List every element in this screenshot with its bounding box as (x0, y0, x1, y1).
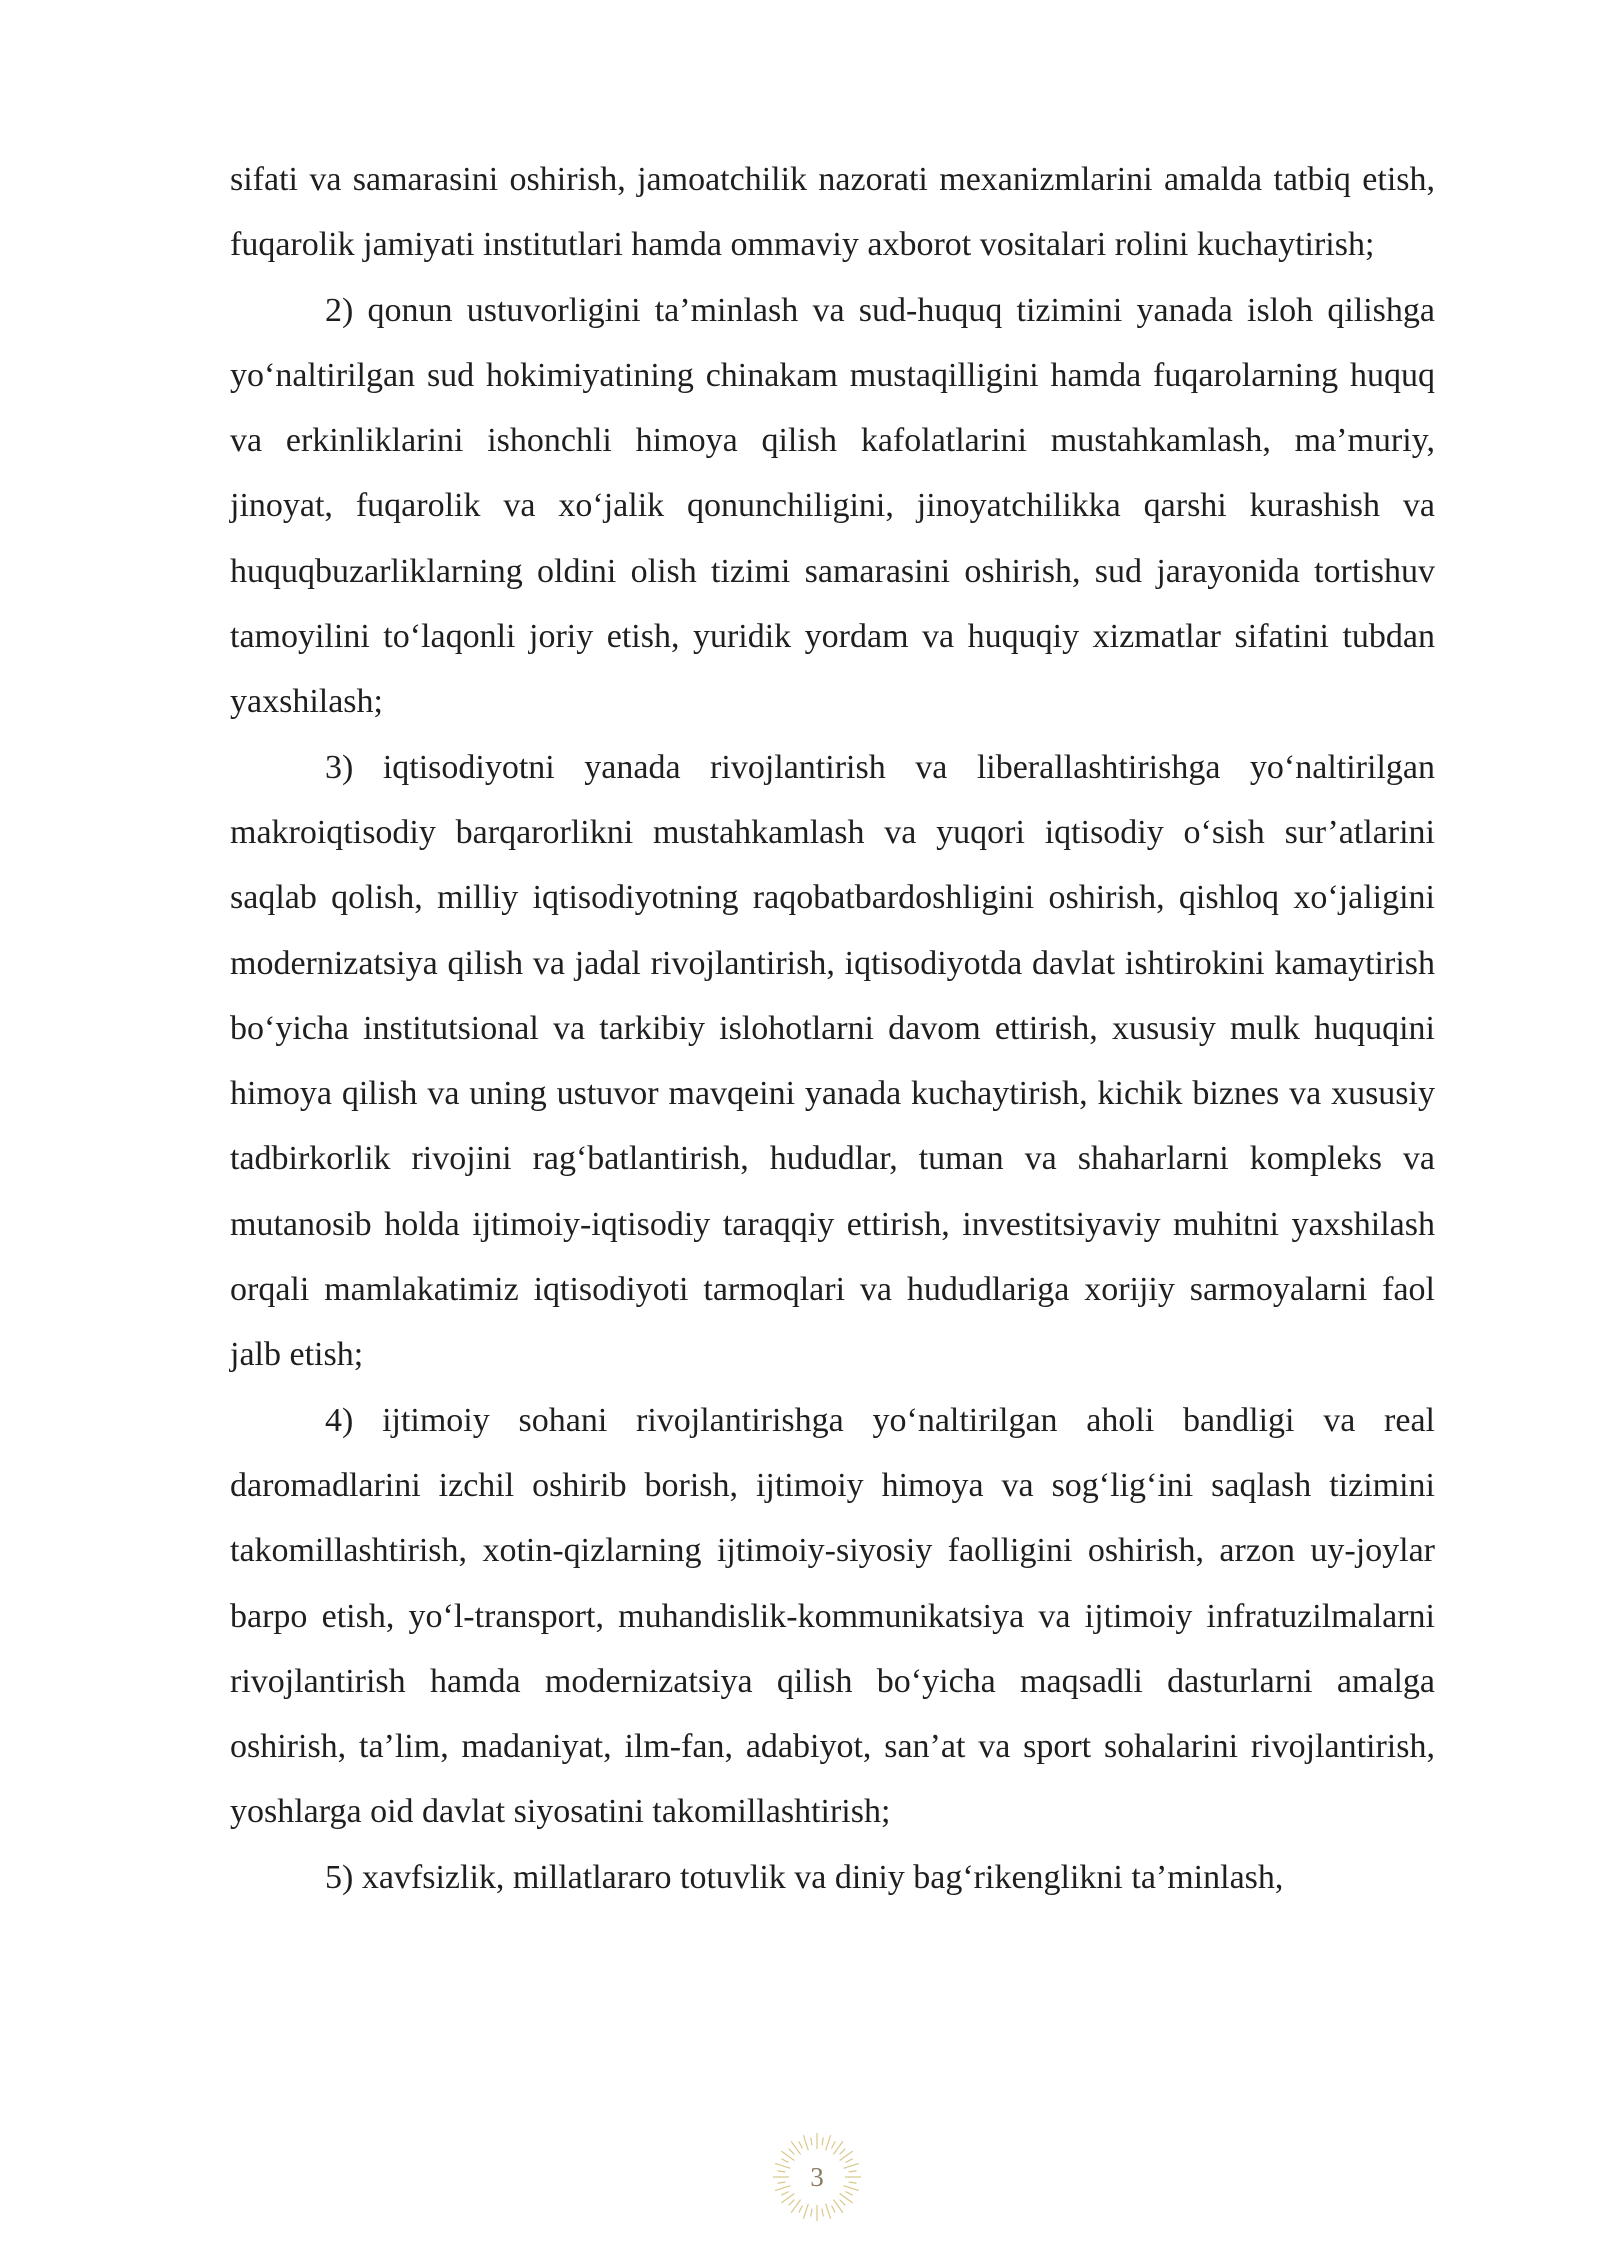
paragraph-continuation: sifati va samarasini oshirish, jamoatchilik nazorati mexanizmlarini amalda tatbiq etish, fuqarolik jamiyati institutlari hamda ommaviy axborot vositalari rolini kuchaytirish; (230, 161, 1435, 264)
paragraph-item-4: 4) ijtimoiy sohani rivojlantirishga yo‘naltirilgan aholi bandligi va real daromadlarini izchil oshirib borish, ijtimoiy himoya va sog‘lig‘ini saqlash tizimini takomillashtirish, xotin-qizlarning ijtimoiy-siyosiy faolligini oshirish, arzon uy-joylar barpo etish, yo‘l-transport, muhandislik-kommunikatsiya va ijtimoiy infratuzilmalarni rivojlantirish hamda modernizatsiya qilish bo‘yicha maqsadli dasturlarni amalga oshirish, ta’lim, madaniyat, ilm-fan, adabiyot, san’at va sport sohalarini rivojlantirish, yoshlarga oid davlat siyosatini takomillashtirish; (230, 1401, 1435, 1831)
paragraph-item-2: 2) qonun ustuvorligini ta’minlash va sud-huquq tizimini yanada isloh qilishga yo‘naltirilgan sud hokimiyatining chinakam mustaqilligini hamda fuqarolarning huquq va erkinliklarini ishonchli himoya qilish kafolatlarini mustahkamlash, ma’muriy, jinoyat, fuqarolik va xo‘jalik qonunchiligini, jinoyatchilikka qarshi kurashish va huquqbuzarliklarning oldini olish tizimi samarasini oshirish, sud jarayonida tortishuv tamoyilini to‘laqonli joriy etish, yuridik yordam va huquqiy xizmatlar sifatini tubdan yaxshilash; (230, 291, 1435, 721)
paragraph-item-5: 5) xavfsizlik, millatlararo totuvlik va diniy bag‘rikenglikni ta’minlash, (325, 1858, 1284, 1896)
paragraph-item-3: 3) iqtisodiyotni yanada rivojlantirish va liberallashtirishga yo‘naltirilgan makroiqtisodiy barqarorlikni mustahkamlash va yuqori iqtisodiy o‘sish sur’atlarini saqlab qolish, milliy iqtisodiyotning raqobatbardoshligini oshirish, qishloq xo‘jaligini modernizatsiya qilish va jadal rivojlantirish, iqtisodiyotda davlat ishtirokini kamaytirish bo‘yicha institutsional va tarkibiy islohotlarni davom ettirish, xususiy mulk huquqini himoya qilish va uning ustuvor mavqeini yanada kuchaytirish, kichik biznes va xususiy tadbirkorlik rivojini rag‘batlantirish, hududlar, tuman va shaharlarni kompleks va mutanosib holda ijtimoiy-iqtisodiy taraqqiy ettirish, investitsiyaviy muhitni yaxshilash orqali mamlakatimiz iqtisodiyoti tarmoqlari va hududlariga xorijiy sarmoyalarni faol jalb etish; (230, 748, 1435, 1374)
body-text (230, 147, 1435, 1910)
page-number: 3 (810, 2162, 824, 2192)
page-number-badge (771, 2131, 863, 2223)
